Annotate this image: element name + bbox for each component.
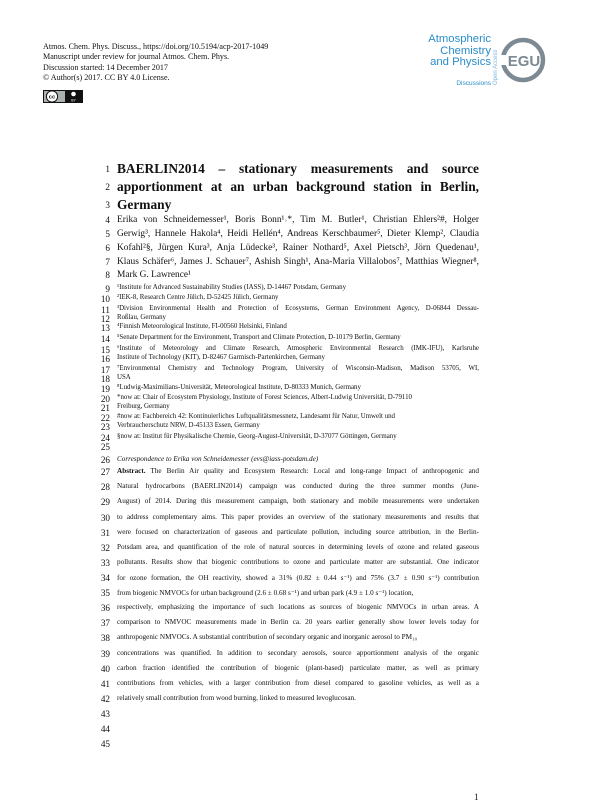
affiliation-line: #now at: Fachbereich 42: Kontinuierliches Luftqualitätsmessnetz, Landesamt für Natur, Umwelt und	[117, 413, 395, 420]
line-number: 39	[100, 649, 110, 659]
affiliation-line: ²IEK-8, Research Centre Jülich, D-52425 Jülich, Germany	[117, 294, 279, 301]
abstract-line: pollutants. Results show that biogenic contributions to ozone and particulate matter are substantial. One indicator	[117, 558, 479, 566]
line-number: 15	[100, 345, 110, 355]
page-number: 1	[474, 792, 479, 802]
abstract-line	[117, 467, 479, 475]
line-number: 11	[101, 305, 110, 315]
abstract-heading: Abstract.	[117, 467, 146, 475]
abstract-line: respectively, emphasizing the importance of such locations as sources of biogenic NMVOCs in urban areas. A	[117, 603, 479, 611]
logo-line-chemistry: Chemistry	[440, 44, 491, 57]
affiliation-line: §now at: Institut für Physikalische Chemie, Georg-August-Universität, D-37077 Göttingen, Germany	[117, 433, 397, 440]
line-number: 22	[100, 413, 110, 423]
cc-by-text: BY	[71, 98, 76, 103]
abstract-line: August) of 2014. During this measurement campaign, both stationary and mobile measurements were undertaken	[117, 497, 479, 505]
logo-discussions: Discussions	[456, 80, 491, 87]
abstract-line: carbon fraction identified the contribution of biogenic (plant-based) particulate matter, as well as primary	[117, 664, 479, 672]
affiliation-line: ⁵Senate Department for the Environment, Transport and Climate Protection, D-10179 Berlin, Germany	[117, 334, 401, 341]
abstract-line: concentrations was quantified. In addition to secondary aerosols, source apportionment analysis of the organic	[117, 649, 479, 657]
logo-line-physics: and Physics	[430, 56, 491, 69]
open-access-text: Open Access	[493, 49, 499, 85]
affiliation-line: ⁸Ludwig-Maximilians-Universität, Meteorological Institute, D-80333 Munich, Germany	[117, 384, 361, 391]
abstract-line: Natural hydrocarbons (BAERLIN2014) campaign was conducted during the three summer months (June-	[117, 482, 479, 490]
line-number: 42	[100, 694, 110, 704]
affiliation-line: Freiburg, Germany	[117, 403, 170, 410]
line-number: 12	[100, 314, 110, 324]
line-number: 9	[105, 284, 110, 294]
abstract-line: for ozone formation, the OH reactivity, showed a 31% (0.82 ± 0.44 s⁻¹) and 75% (3.7 ± 0.90 s⁻¹) contribution	[117, 574, 479, 582]
egu-logo	[501, 36, 547, 84]
author-line: Mark G. Lawrence¹	[117, 270, 191, 280]
line-number: 24	[100, 433, 110, 443]
line-number: 45	[100, 739, 110, 749]
abstract-text: The Berlin Air quality and Ecosystem Research: Local and long-range Impact of anthropogenic and	[145, 467, 479, 475]
abstract-line: Potsdam area, and quantification of the role of natural sources in determining levels of ozone and related gaseous	[117, 543, 479, 551]
abstract-line: anthropogenic NMVOCs. A substantial contribution of secondary organic and inorganic aerosol to PM₁₀	[117, 633, 417, 641]
line-number: 4	[105, 215, 110, 225]
header-discussion-date: Discussion started: 14 December 2017	[43, 62, 168, 72]
line-number: 21	[100, 403, 110, 413]
title-line: BAERLIN2014 – stationary measurements and source	[117, 161, 479, 176]
line-number: 27	[100, 467, 110, 477]
affiliation-line: Roßlau, Germany	[117, 314, 166, 321]
line-number: 25	[100, 442, 110, 452]
line-number: 5	[105, 229, 110, 239]
affiliation-line: ¹Institute for Advanced Sustainability Studies (IASS), D-14467 Potsdam, Germany	[117, 284, 347, 291]
line-number: 18	[100, 374, 110, 384]
title-line: apportionment at an urban background station in Berlin,	[117, 179, 479, 194]
line-number: 40	[100, 664, 110, 674]
line-number: 23	[100, 422, 110, 432]
line-number: 43	[100, 709, 110, 719]
line-number: 33	[100, 558, 110, 568]
line-number: 19	[100, 384, 110, 394]
abstract-line: comparison to NMVOC measurements made in Berlin ca. 20 years earlier generally show lower levels today for	[117, 618, 479, 626]
abstract-line: from biogenic NMVOCs for urban background (2.6 ± 0.68 s⁻¹) and urban park (4.9 ± 1.0 s⁻¹) location,	[117, 589, 414, 597]
journal-header	[43, 42, 268, 84]
line-number: 36	[100, 603, 110, 613]
line-number: 32	[100, 543, 110, 553]
affiliation-line: ⁶Institute of Meteorology and Climate Research, Atmospheric Environmental Research (IMK-IFU), Karlsruhe	[117, 345, 479, 352]
abstract-line: relatively small contribution from wood burning, linked to measured levoglucosan.	[117, 694, 356, 702]
header-citation: Atmos. Chem. Phys. Discuss., https://doi.org/10.5194/acp-2017-1049	[43, 42, 269, 51]
line-number: 29	[100, 497, 110, 507]
line-number: 17	[100, 365, 110, 375]
line-number: 1	[105, 164, 110, 174]
affiliation-line: *now at: Chair of Ecosystem Physiology, Institute of Forest Sciences, Albert-Ludwig Universität, D-79110	[117, 394, 412, 401]
title-line: Germany	[117, 197, 172, 212]
line-number: 8	[105, 270, 110, 280]
line-number: 10	[100, 294, 110, 304]
affiliation-line: ⁴Finnish Meteorological Institute, FI-00560 Helsinki, Finland	[117, 323, 287, 330]
line-number: 7	[105, 257, 110, 267]
line-number: 3	[105, 200, 110, 210]
line-number: 2	[105, 182, 110, 192]
abstract-line: were focused on characterization of gaseous and particulate pollution, including source attribution, in the Berlin-	[117, 528, 479, 536]
cc-by-badge[interactable]	[43, 90, 83, 103]
line-number: 37	[100, 618, 110, 628]
line-number: 41	[100, 679, 110, 689]
affiliation-line: ³Division Environmental Health and Protection of Ecosystems, German Environment Agency, D-06844 Dessau-	[117, 305, 479, 312]
line-number: 30	[100, 513, 110, 523]
affiliation-line: Institute of Technology (KIT), D-82467 Garmisch-Partenkirchen, Germany	[117, 354, 325, 361]
line-number: 31	[100, 528, 110, 538]
abstract-line: to address complementary aims. This paper provides an overview of the stationary measurements and results that	[117, 513, 479, 521]
header-license: © Author(s) 2017. CC BY 4.0 License.	[43, 73, 170, 83]
line-number: 20	[100, 394, 110, 404]
line-number: 16	[100, 354, 110, 364]
author-line: Erika von Schneidemesser¹, Boris Bonn¹˒*, Tim M. Butler¹, Christian Ehlers²#, Holger	[117, 215, 479, 225]
abstract-line: contributions from vehicles, with a larger contribution from diesel compared to gasoline vehicles, as well as a	[117, 679, 479, 687]
affiliation-line: Verbraucherschutz NRW, D-45133 Essen, Germany	[117, 422, 260, 429]
line-number: 14	[100, 334, 110, 344]
journal-logo-text	[428, 34, 491, 69]
line-number: 34	[100, 573, 110, 583]
line-number: 38	[100, 633, 110, 643]
header-manuscript: Manuscript under review for journal Atmos. Chem. Phys.	[43, 52, 230, 62]
line-number: 44	[100, 724, 110, 734]
logo-line-atmospheric: Atmospheric	[428, 33, 491, 45]
line-number: 6	[105, 243, 110, 253]
author-line: Gerwig³, Hannele Hakola⁴, Heidi Hellén⁴, Andreas Kerschbaumer⁵, Dieter Klemp², Claudia	[117, 229, 479, 239]
line-number: 28	[100, 482, 110, 492]
affiliation-line: ⁷Environmental Chemistry and Technology Program, University of Wisconsin-Madison, Madison 53705, WI,	[117, 365, 479, 372]
line-number: 35	[100, 588, 110, 598]
cc-mark-text: cc	[48, 94, 56, 101]
author-line: Kofahl²§, Jürgen Kura³, Anja Lüdecke³, Rainer Nothard⁵, Axel Pietsch³, Jörn Quedenau¹,	[117, 243, 479, 253]
line-number: 26	[100, 455, 110, 465]
egu-text: EGU	[507, 53, 541, 70]
affiliation-line: USA	[117, 374, 131, 381]
correspondence-line[interactable]: Correspondence to Erika von Schneidemesser (evs@iass-potsdam.de)	[117, 455, 319, 463]
author-line: Klaus Schäfer⁶, James J. Schauer⁷, Ashish Singh¹, Ana-Maria Villalobos⁷, Matthias Wiegner⁸,	[117, 257, 479, 267]
line-number: 13	[100, 323, 110, 333]
